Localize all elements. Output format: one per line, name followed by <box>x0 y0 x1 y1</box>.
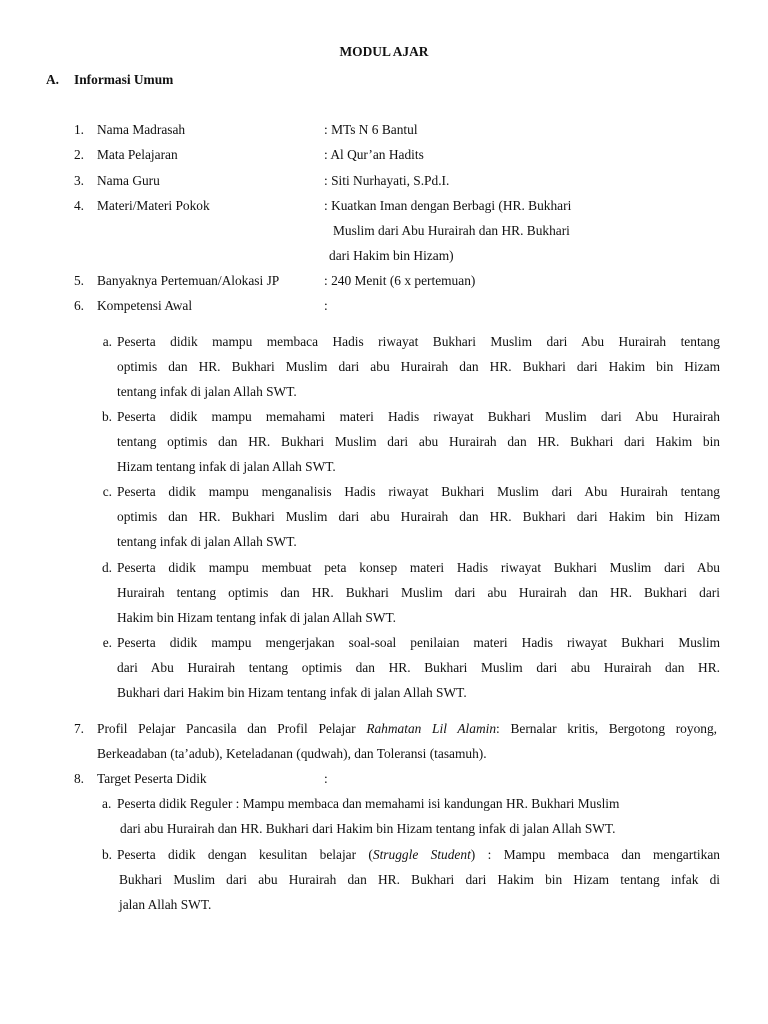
profil-text: : Bernalar kritis, Bergotong royong, <box>496 721 718 736</box>
profil-italic: Rahmatan Lil Alamin <box>366 721 497 736</box>
list-line <box>117 847 720 863</box>
info-number: 6. <box>73 298 84 313</box>
list-line: Hurairah tentang optimis dan HR. Bukhari Muslim dari abu Hurairah dan HR. Bukhari dari <box>117 585 720 600</box>
info-label: Kompetensi Awal <box>97 298 193 313</box>
list-letter: b. <box>101 409 112 424</box>
info-label: Materi/Materi Pokok <box>97 198 210 213</box>
list-line: jalan Allah SWT. <box>119 897 212 912</box>
list-line: Peserta didik mampu menganalisis Hadis riwayat Bukhari Muslim dari Abu Hurairah tentang <box>117 484 720 499</box>
info-row-mapel <box>0 147 768 167</box>
list-line: tentang optimis dan HR. Bukhari Muslim dari abu Hurairah dan HR. Bukhari dari Hakim bin <box>117 434 720 449</box>
info-number: 1. <box>73 122 84 137</box>
list-letter: e. <box>102 635 112 650</box>
document-title: MODUL AJAR <box>339 44 429 59</box>
list-letter: a. <box>102 334 112 349</box>
info-number: 7. <box>73 721 84 736</box>
list-line: tentang infak di jalan Allah SWT. <box>117 534 297 549</box>
list-line: dari abu Hurairah dan HR. Bukhari dari Hakim bin Hizam tentang infak di jalan Allah SWT. <box>120 821 616 836</box>
target-text: Peserta didik dengan kesulitan belajar ( <box>117 847 373 862</box>
list-line: Peserta didik Reguler : Mampu membaca dan memahami isi kandungan HR. Bukhari Muslim <box>117 796 620 811</box>
list-line: optimis dan HR. Bukhari Muslim dari abu Hurairah dan HR. Bukhari dari Hakim bin Hizam <box>117 359 720 374</box>
info-value: : <box>324 771 328 786</box>
info-row-kompetensi <box>0 298 768 318</box>
list-line: Bukhari Muslim dari abu Hurairah dan HR. Bukhari dari Hakim bin Hizam tentang infak di <box>119 872 720 887</box>
info-number: 5. <box>73 273 84 288</box>
list-letter: b. <box>101 847 112 862</box>
info-label: Nama Madrasah <box>97 122 186 137</box>
list-line: Peserta didik mampu membuat peta konsep materi Hadis riwayat Bukhari Muslim dari Abu <box>117 560 720 575</box>
info-value-continued: Muslim dari Abu Hurairah dan HR. Bukhari <box>333 223 570 238</box>
info-row-target <box>0 771 768 791</box>
info-row-alokasi <box>0 273 768 293</box>
info-row-madrasah <box>0 122 768 142</box>
info-number: 3. <box>73 173 84 188</box>
info-value: : Al Qur’an Hadits <box>324 147 424 162</box>
section-a-heading: Informasi Umum <box>74 72 174 87</box>
info-label: Mata Pelajaran <box>97 147 178 162</box>
list-letter: a. <box>102 796 112 811</box>
info-label: Nama Guru <box>97 173 160 188</box>
profil-line <box>97 721 717 737</box>
info-number: 2. <box>73 147 84 162</box>
list-line: Peserta didik mampu memahami materi Hadis riwayat Bukhari Muslim dari Abu Hurairah <box>117 409 720 424</box>
info-value: : 240 Menit (6 x pertemuan) <box>324 273 476 288</box>
target-italic: Struggle Student <box>372 847 471 862</box>
info-row-materi <box>0 198 768 218</box>
list-letter: d. <box>101 560 112 575</box>
info-number: 4. <box>73 198 84 213</box>
list-line: Hizam tentang infak di jalan Allah SWT. <box>117 459 336 474</box>
list-line: Peserta didik mampu mengerjakan soal-soal penilaian materi Hadis riwayat Bukhari Muslim <box>117 635 720 650</box>
profil-text: Profil Pelajar Pancasila dan Profil Pelajar <box>97 721 367 736</box>
list-line: Hakim bin Hizam tentang infak di jalan Allah SWT. <box>117 610 397 625</box>
list-line: Bukhari dari Hakim bin Hizam tentang infak di jalan Allah SWT. <box>117 685 467 700</box>
info-row-guru <box>0 173 768 193</box>
section-a-letter: A. <box>46 72 60 87</box>
info-label: Target Peserta Didik <box>97 771 207 786</box>
target-text: ) : Mampu membaca dan mengartikan <box>470 847 720 862</box>
list-line: tentang infak di jalan Allah SWT. <box>117 384 297 399</box>
info-value-continued: dari Hakim bin Hizam) <box>329 248 454 263</box>
info-value: : Siti Nurhayati, S.Pd.I. <box>324 173 450 188</box>
info-number: 8. <box>73 771 84 786</box>
list-line: Peserta didik mampu membaca Hadis riwayat Bukhari Muslim dari Abu Hurairah tentang <box>117 334 720 349</box>
list-line: dari Abu Hurairah tentang optimis dan HR. Bukhari Muslim dari abu Hurairah dan HR. <box>117 660 720 675</box>
info-label: Banyaknya Pertemuan/Alokasi JP <box>97 273 280 288</box>
list-letter: c. <box>102 484 112 499</box>
info-value: : MTs N 6 Bantul <box>324 122 418 137</box>
profil-line-2: Berkeadaban (ta’adub), Keteladanan (qudwah), dan Toleransi (tasamuh). <box>97 746 487 761</box>
list-line: optimis dan HR. Bukhari Muslim dari abu Hurairah dan HR. Bukhari dari Hakim bin Hizam <box>117 509 720 524</box>
info-value: : Kuatkan Iman dengan Berbagi (HR. Bukhari <box>324 198 572 213</box>
info-value: : <box>324 298 328 313</box>
